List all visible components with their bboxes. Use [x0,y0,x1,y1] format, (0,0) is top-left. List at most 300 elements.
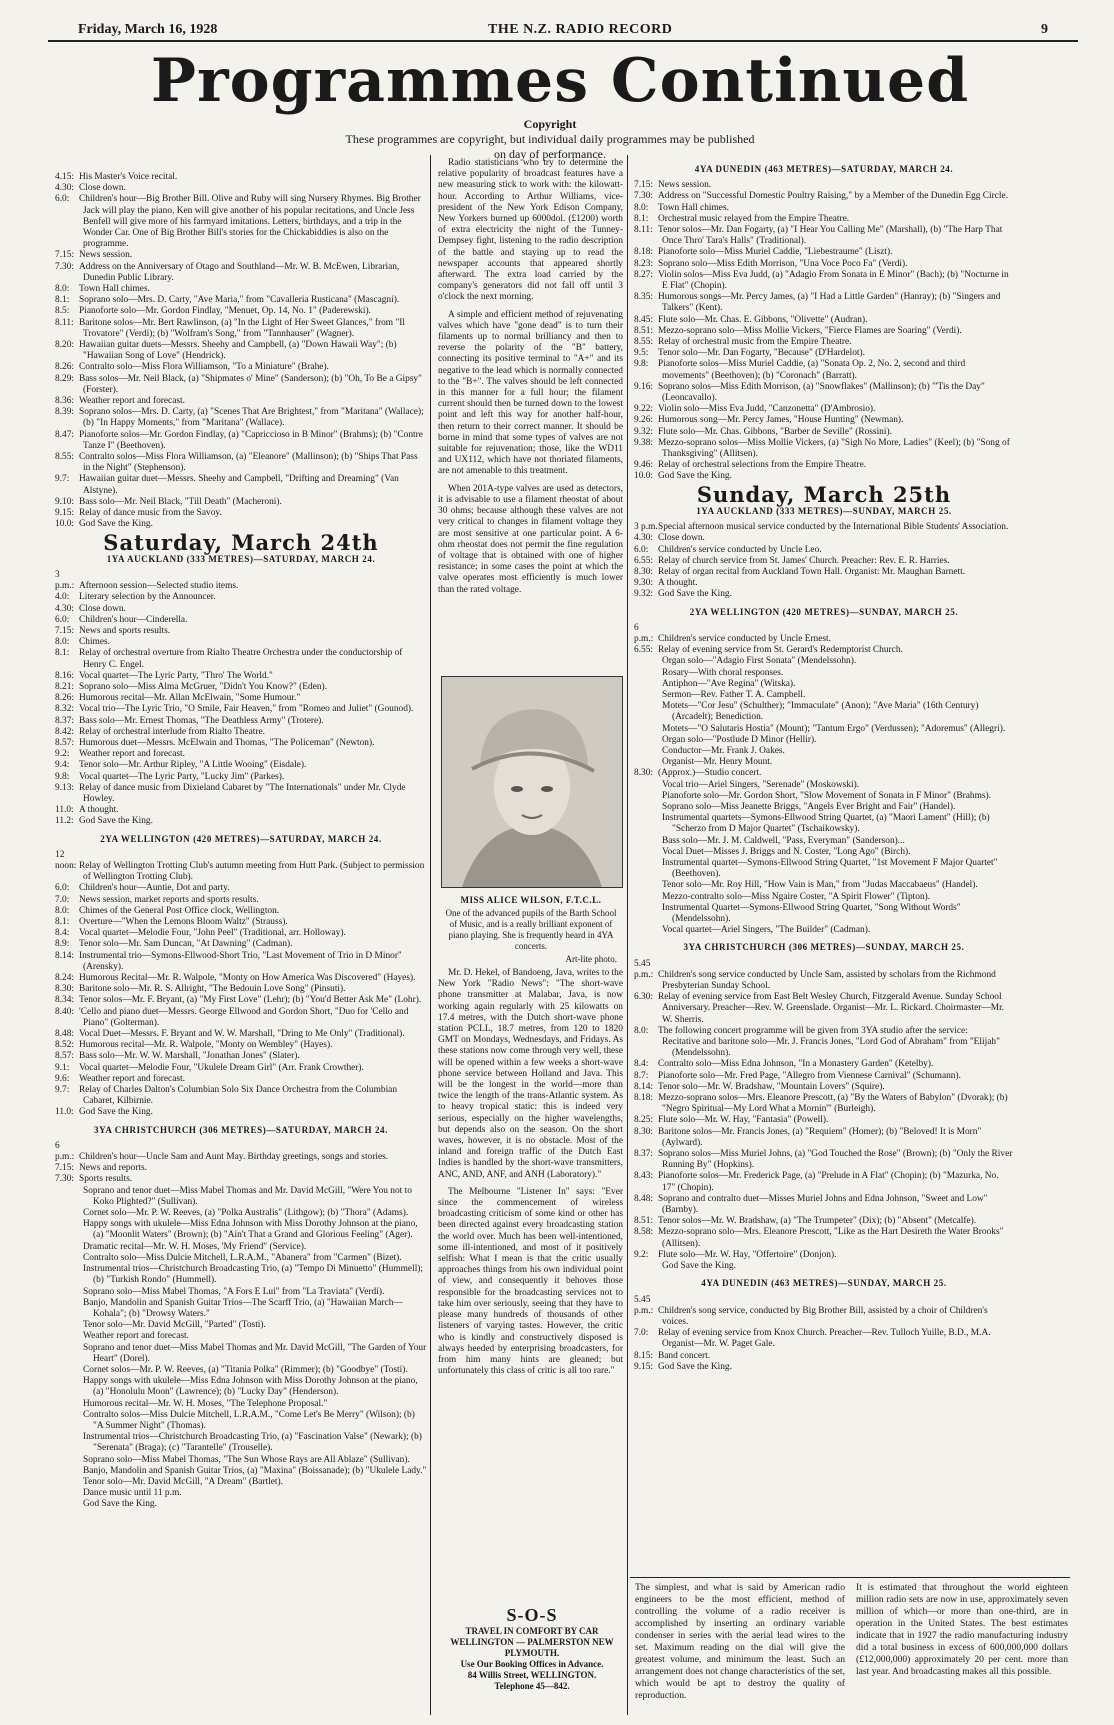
programme-description: Sermon—Rev. Father T. A. Campbell. [662,689,806,700]
programme-item [55,172,427,183]
programme-item [55,693,427,704]
programme-item [55,995,427,1006]
programme-time: 8.23: [634,258,654,269]
programme-description: Organ solo—"Postlude D Minor (Hellir). [662,734,817,745]
programme-time: 8.51: [634,1216,654,1227]
programme-item [55,1219,427,1241]
programme-item [634,679,1014,690]
programme-description: Soprano solos—Miss Muriel Johns, (a) "God Touched the Rose" (Brown); (b) "Only the River Running By" (Hopkins). [658,1149,1013,1171]
programme-description: Recitative and baritone solo—Mr. J. Francis Jones, "Lord God of Abraham" from "Elijah" (Mendelssohn). [662,1037,1000,1059]
programme-item [634,460,1014,471]
programme-item [55,1174,427,1185]
programme-list-3ya-sunday [634,959,1014,1273]
radio-notes-top [438,158,623,596]
programme-item [634,348,1014,359]
programme-item [634,645,1014,656]
programme-item [634,836,1014,847]
programme-item [634,903,1014,925]
programme-time: 8.0: [55,284,70,295]
programme-time: 7.0: [55,894,70,905]
programme-time: 5.45 p.m.: [634,958,654,980]
programme-time: 7.15: [55,1163,75,1174]
programme-description: News session. [658,180,712,191]
programme-description: God Save the King. [658,589,732,600]
programme-item [55,1376,427,1398]
programme-description: Tenor solos—Mr. F. Bryant, (a) "My First Love" (Lehr); (b) "You'd Better Ask Me" (Lohr). [79,995,422,1006]
programme-item [634,382,1014,404]
programme-item [634,1037,1014,1059]
programme-description: News and sports results. [79,625,171,636]
sunday-heading: Sunday, March 25th [696,481,952,507]
programme-description: Children's song service, conducted by Big Brother Bill, assisted by a choir of Children's voices. [658,1305,988,1327]
programme-description: Mezzo-contralto solo—Miss Ngaire Coster, "A Spirit Flower" (Tipton). [662,891,931,902]
programme-item [634,858,1014,880]
programme-description: A thought. [658,578,698,589]
programme-time: 7.15: [55,625,75,636]
programme-time: 7.30: [55,1174,75,1185]
programme-description: Flute solo—Mr. Chas. Gibbons, "Barber de Seville" (Rossini). [658,426,892,437]
bottom-box-rule [630,1577,1070,1578]
programme-item [55,318,427,340]
programme-item [634,359,1014,381]
programme-item [55,671,427,682]
programme-time: 8.11: [55,317,74,328]
caption-text: One of the advanced pupils of the Barth School of Music, and is a really brilliant exponent of piano playing. She is frequently heard in 4YA concerts. [445,908,617,951]
article-paragraph: When 201A-type valves are used as detectors, it is advisable to use a filament rheostat of about 30 ohms; because although these valves are not very critical to changes in filament voltage they are most sensitive at one particular point. A 6-ohm rheostat does not permit the fine regulation of voltage that is obtained with one of higher resistance; in some cases the point at which the valve operates most efficiently is much lower than the rated voltage. [438,483,623,595]
programme-item [55,1410,427,1432]
programme-item [55,1432,427,1454]
programme-time: 8.34: [55,995,75,1006]
programme-time: 8.1: [55,295,70,306]
programme-list-2ya-sunday [634,623,1014,937]
programme-description: Soprano solo—Miss Jeanette Briggs, "Angels Ever Bright and Fair" (Handel). [662,801,956,812]
programme-item [634,802,1014,813]
programme-description: Address on the Anniversary of Otago and Southland—Mr. W. B. McEwen, Librarian, Dunedin Public Library. [79,261,400,283]
programme-item [634,589,1014,600]
programme-description: News and reports. [79,1163,147,1174]
publication-name: THE N.Z. RADIO RECORD [488,22,673,37]
article-paragraph: A simple and efficient method of rejuvenating valves which have "gone dead" is to turn their filaments up to normal brilliancy and then to reverse the polarity of the "B" battery, connecting its positive terminal to "A+" and its negative to the lead which is normally connected to the "B+". The valves should be left connected in this manner for a full hour; the filament current should then be turned down to the lowest point and left this way for another half-hour, then return to their correct manner. It should be borne in mind that some types of valves are not suitable for rejuvenation; those, like the WD11 and UX112, which have not thoriated filaments, are not amenable to this treatment. [438,309,623,477]
programme-description: Children's hour—Auntie, Dot and party. [79,883,230,894]
programme-description: A thought. [79,805,119,816]
programme-description: Vocal trio—Ariel Singers, "Serenade" (Moskowski). [662,779,860,790]
programme-item [55,1264,427,1286]
programme-time: 4.30: [55,603,75,614]
sos-line-2: WELLINGTON — PALMERSTON NEW PLYMOUTH. [450,1637,614,1658]
programme-item [634,690,1014,701]
programme-description: Bass solo—Mr. W. W. Marshall, "Jonathan Jones" (Slater). [79,1051,300,1062]
programme-item [55,615,427,626]
programme-description: Vocal trio—The Lyric Trio, "O Smile, Fair Heaven," from "Romeo and Juliet" (Gounod). [79,704,414,715]
article-paragraph: Mr. D. Hekel, of Bandoeng, Java, writes to the New York "Radio News": "The short-wave phone transmitter at Malabar, Java, is now working again regularly with 25 kilowatts on 17.4 metres, with the Dutch short-wave phone station PCLL, 18.7 metres, from 120 to 1820 GMT on Mondays, Wednesdays, and Fridays. As these stations now come through very well, these will be opened within a few weeks a short-wave phone service between Holland and Java. This will be the longest in the world—more than twice the length of the trans-Atlantic system. As to heavy tropical static: this is indeed very serious, especially on the higher wavelengths, but depends also on the season. On the short waves, however, it is no obstacle. Most of the inland and foreign traffic of the Dutch East Indies is handled by the short-wave transmitters, ANC, AND, ANF, and ANH (Laboratory)." [438,968,623,1180]
radio-notes-bottom-list [438,968,623,1377]
programme-description: Vocal Duet—Messrs. F. Bryant and W. W. Marshall, "Dring to Me Only" (Traditional). [79,1029,405,1040]
programme-time: 8.30: [634,768,654,779]
programme-description: Chimes. [79,637,110,648]
programme-description: Contralto solo—Miss Edna Johnson, "In a Monastery Garden" (Ketelby). [658,1059,934,1070]
programme-description: Baritone solos—Mr. Francis Jones, (a) "Requiem" (Homer); (b) "Beloved! It is Morn" (Aylward). [658,1126,982,1148]
article-paragraph: Radio statisticians who try to determine the relative popularity of broadcast features have a new measuring stick to work with: the kilowatt-hour. According to Arthur Williams, vice-president of the New York Edison Company, New Yorkers burned up 6000dol. (£1200) worth of extra electricity the night of the Tunney-Dempsey fight, listening to the radio description of the battle and staying up to read the newspaper accounts that appeared shortly afterward. The extra load carried by the company's generators did not fall off until 3 o'clock the next morning. [438,158,623,303]
programme-description: 'Cello and piano duet—Messrs. George Ellwood and Gordon Short, "Duo for 'Cello and Piano" (Golterman). [79,1006,409,1028]
dunedin-saturday-continued-list [55,172,427,531]
programme-description: God Save the King. [79,1107,153,1118]
programme-time: 8.18: [634,247,654,258]
programme-time: 11.0: [55,805,74,816]
programme-description: Conductor—Mr. Frank J. Oakes. [662,745,785,756]
programme-description: News session. [79,250,133,261]
programme-list-2ya-saturday [55,850,427,1119]
programme-time: 8.14: [55,950,75,961]
programme-description: Orchestral music relayed from the Empire Theatre. [658,213,850,224]
programme-time: 8.43: [634,1171,654,1182]
programme-time: 9.32: [634,426,654,437]
programme-description: Humorous recital—Mr. W. H. Moses, "The Telephone Proposal." [83,1398,328,1409]
programme-list-3ya-saturday [55,1141,427,1511]
programme-time: 8.11: [634,225,653,236]
programme-item [55,306,427,317]
programme-item [634,892,1014,903]
programme-time: 9.10: [55,496,75,507]
programme-time: 8.37: [634,1149,654,1160]
programme-item [634,1149,1014,1171]
programme-description: Humorous recital—Mr. R. Walpole, "Monty on Wembley" (Hayes). [79,1040,333,1051]
column-right [634,158,1014,1373]
programme-item [55,727,427,738]
programme-description: Banjo, Mandolin and Spanish Guitar Trios—The Scarff Trio, (a) "Hawaiian March—Kohala"; (b) "Drowsy Waters." [83,1297,403,1319]
programme-description: God Save the King. [79,816,153,827]
programme-item [55,1242,427,1253]
programme-description: Chimes of the General Post Office clock, Wellington. [79,905,280,916]
programme-time: 9.15: [634,1361,654,1372]
programme-item [634,578,1014,589]
programme-time: 7.30: [55,261,75,272]
programme-description: Humorous recital—Mr. Allan McElwain, "Some Humour." [79,693,301,704]
programme-description: Relay of evening service from East Belt Wesley Church, Fitzgerald Avenue. Sunday School Anniversary. Preacher—Rev. W. Greenslade. Organist—Mr. L. Rickard. Choirmaster—Mr. W. Sherris. [658,992,1005,1025]
programme-description: Tenor solo—Mr. W. Bradshaw, "Mountain Lovers" (Squire). [658,1081,885,1092]
programme-time: 12 noon: [55,849,77,871]
programme-list-4ya-sunday [634,1295,1014,1373]
programme-description: Soprano and tenor duet—Miss Mabel Thomas and Mr. David McGill, "Were You not to Koko Plighted?" (Sullivan). [83,1185,412,1207]
sos-line-4: 84 Willis Street, WELLINGTON. [467,1670,597,1680]
programme-description: Children's hour—Uncle Sam and Aunt May. Birthday greetings, songs and stories. [79,1152,389,1163]
programme-description: Relay of Wellington Trotting Club's autumn meeting from Hutt Park. (Subject to permission of Wellington Trotting Club). [79,860,425,883]
programme-item [55,772,427,783]
programme-item [634,438,1014,460]
programme-item [634,1171,1014,1193]
programme-time: 11.0: [55,1107,74,1118]
programme-description: Soprano solos—Mrs. D. Carty, (a) "Scenes That Are Brightest," from "Maritana" (Wallace); (b) "In Happy Moments," from "Maritana" (Wallace). [79,407,424,429]
programme-description: Pianoforte solos—Mr. Gordon Findlay, (a) "Capriccioso in B Minor" (Brahms); (b) "Contre Tanze I" (Beethoven). [79,429,423,451]
programme-time: 8.30: [634,1126,654,1137]
programme-item [634,180,1014,191]
programme-description: Pianoforte solo—Miss Muriel Caddie, "Liebestraume" (Liszt). [658,247,893,258]
programme-item [634,1127,1014,1149]
programme-item [634,214,1014,225]
programme-time: 8.16: [55,670,75,681]
programme-list-1ya-saturday [55,570,427,828]
programme-description: The following concert programme will be given from 3YA studio after the service: [658,1025,968,1036]
programme-item [634,427,1014,438]
programme-time: 9.16: [634,381,654,392]
programme-item [634,259,1014,270]
programme-item [55,1107,427,1118]
radio-notes-bottom [438,968,623,1383]
programme-time: 8.47: [55,429,75,440]
programme-time: 9.15: [55,508,75,519]
programme-item [634,533,1014,544]
programme-time: 9.13: [55,782,75,793]
programme-description: Flute solo—Mr. W. Hay, "Offertoire" (Donjon). [658,1249,837,1260]
programme-item [55,738,427,749]
programme-item [55,508,427,519]
programme-time: 9.6: [55,1073,70,1084]
programme-item [55,1320,427,1331]
programme-description: Tenor solo—Mr. David McGill, "A Dream" (Bartlet). [83,1476,283,1487]
station-heading-2ya-sunday: 2YA WELLINGTON (420 METRES)—SUNDAY, MARCH 25. [689,606,959,617]
programme-item [55,984,427,995]
programme-description: Relay of orchestral music from the Empire Theatre. [658,337,852,348]
programme-item [634,337,1014,348]
programme-description: Weather report and forecast. [83,1331,189,1342]
station-heading-4ya-saturday: 4YA DUNEDIN (463 METRES)—SATURDAY, MARCH 24. [694,164,954,174]
radio-statistics-note: It is estimated that throughout the world eighteen million radio sets are now in use, approximately seven million of which—or more than one-third, are in operation in the United States. The best estimates indicate that in 1927 the radio manufacturing industry did a total business in excess of 600,000,000 dollars (£12,000,000) approximately 20 per cent. more than last year. And broadcasting makes all this possible. [856,1582,1068,1677]
programme-item [55,570,427,592]
programme-item [55,1477,427,1488]
programme-list-4ya-saturday [634,180,1014,482]
programme-item [55,1399,427,1410]
programme-description: Close down. [79,603,126,614]
programme-description: Bass solo—Mr. Ernest Thomas, "The Deathless Army" (Trotere). [79,715,324,726]
programme-description: Instrumental Quartet—Symons-Ellwood String Quartet, "Song Without Words" (Mendelssohn). [662,902,961,924]
programme-description: Children's service conducted by Uncle Ernest. [658,633,831,644]
programme-time: 4.30: [55,183,75,194]
programme-time: 8.9: [55,939,70,950]
programme-description: Special afternoon musical service conducted by the International Bible Students' Association. [658,522,1009,533]
programme-description: Children's song service conducted by Uncle Sam, assisted by scholars from the Richmond Presbyterian Sunday School. [658,969,996,992]
programme-item [634,1362,1014,1373]
column-divider-1 [430,155,431,1715]
sos-line-1: TRAVEL IN COMFORT BY CAR [465,1626,599,1636]
programme-description: Children's hour—Big Brother Bill. Olive and Ruby will sing Nursery Rhymes. Big Brother Jack will play the piano, Ken will give another of his popular recitations, and Uncle Jess Benfell will give more of his farmyard imitations. Letters, birthdays, and a trip in the Wonder Car. One of Big Brother Bill's stories for the Chickabiddies is also on the programme. [79,194,421,250]
programme-time: 8.24: [55,973,75,984]
programme-time: 8.15: [634,1350,654,1361]
programme-description: Relay of evening service from St. Gerard's Redemptorist Church. [658,645,903,656]
programme-description: Violin solos—Miss Eva Judd, (a) "Adagio From Sonata in E Minor" (Bach); (b) "Nocturne in E Flat" (Chopin). [658,269,1009,292]
programme-time: 7.15: [634,180,654,191]
programme-time: 8.30: [634,566,654,577]
programme-description: His Master's Voice recital. [79,172,178,182]
programme-description: Children's service conducted by Uncle Leo. [658,544,822,555]
programme-description: Vocal Duet—Misses J. Briggs and N. Coster, "Long Ago" (Birch). [662,846,911,857]
programme-description: Tenor solo—Mr. Sam Duncan, "At Dawning" (Cadman). [79,939,293,950]
programme-time: 8.26: [55,362,75,373]
copyright-notice [340,117,760,162]
programme-item [634,1115,1014,1126]
programme-item [55,682,427,693]
sos-line-5: Telephone 45—842. [494,1681,570,1691]
programme-description: Motets—"O Salutaris Hostia" (Mount); "Tantum Ergo" (Verdussen); "Adoremus" (Allegri). [662,723,1006,734]
programme-description: Overture—"When the Lemons Bloom Waltz" (Strauss). [79,917,288,927]
portrait-photo [441,676,623,888]
programme-time: 8.36: [55,396,75,407]
programme-item [55,760,427,771]
programme-item [634,1194,1014,1216]
programme-item [634,735,1014,746]
programme-description: Soprano and tenor duet—Miss Mabel Thomas and Mr. David McGill, "The Garden of Your Heart" (Dorel). [83,1342,427,1364]
column-divider-2 [627,155,628,1715]
programme-item [55,749,427,760]
programme-description: Vocal quartet—The Lyric Party, "Thro' The World." [79,670,273,681]
programme-time: 7.30: [634,191,654,202]
programme-description: God Save the King. [662,1261,736,1272]
programme-time: 6.0: [634,544,649,555]
programme-time: 8.37: [55,715,75,726]
programme-item [634,992,1014,1026]
programme-time: 8.48: [634,1193,654,1204]
programme-item [634,925,1014,936]
photo-caption [445,895,617,965]
programme-description: News session, market reports and sports results. [79,894,259,905]
programme-time: 6.55: [634,645,654,656]
programme-description: Soprano solo—Mrs. D. Carty, "Ave Maria," from "Cavalleria Rusticana" (Mascagni). [79,295,400,306]
programme-description: Flute solo—Mr. Chas. E. Gibbons, "Olivette" (Audran). [658,314,868,325]
programme-time: 8.30: [55,984,75,995]
programme-description: Mezzo-soprano solo—Miss Mollie Vickers, "Fierce Flames are Soaring" (Verdi). [658,325,962,336]
programme-item [55,783,427,805]
programme-item [634,746,1014,757]
programme-time: 8.4: [634,1059,649,1070]
copyright-label: Copyright [523,117,577,131]
programme-description: Baritone solos—Mr. Bert Rawlinson, (a) "In the Light of Her Sweet Glances," from "Il Trovatore" (Verdi); (b) "Wolfram's Song," from "Tannhauser" (Wagner). [79,317,405,339]
programme-item [55,1029,427,1040]
programme-description: Weather report and forecast. [79,749,185,760]
programme-description: Pianoforte solo—Mr. Gordon Findlay, "Menuet, Op. 14, No. 1" (Paderewski). [79,306,371,317]
programme-description: Relay of orchestral overture from Rialto Theatre Orchestra under the conductorship of Henry C. Engel. [79,648,403,670]
programme-item [55,1343,427,1365]
programme-description: Band concert. [658,1350,711,1361]
programme-item [634,724,1014,735]
programme-description: Literary selection by the Announcer. [79,592,216,603]
programme-time: 9.1: [55,1062,70,1073]
copyright-text: These programmes are copyright, but individual daily programmes may be published on day of performance. [345,132,755,161]
programme-item [55,430,427,452]
programme-description: God Save the King. [79,519,153,530]
programme-time: 9.38: [634,437,654,448]
programme-item [55,284,427,295]
programme-item [55,648,427,670]
programme-item [55,396,427,407]
programme-item [55,939,427,950]
programme-item [634,780,1014,791]
programme-time: 8.14: [634,1081,654,1092]
programme-time: 8.25: [634,1115,654,1126]
programme-item [55,1488,427,1499]
programme-item [55,1287,427,1298]
programme-item [634,1227,1014,1249]
programme-description: Organist—Mr. Henry Mount. [662,757,773,768]
programme-description: God Save the King. [658,1361,732,1372]
page-number: 9 [1041,22,1048,37]
programme-item [55,928,427,939]
programme-item [55,183,427,194]
programme-description: Hawaiian guitar duets—Messrs. Sheehy and Campbell, (a) "Down Hawaii Way"; (b) "Hawaiian Song of Love" (Hendrick). [79,340,397,362]
programme-time: 9.5: [634,348,649,359]
programme-item [55,592,427,603]
programme-time: 8.7: [634,1070,649,1081]
programme-time: 8.51: [634,325,654,336]
programme-description: Hawaiian guitar duet—Messrs. Sheehy and Campbell, "Drifting and Dreaming" (Van Alstyne). [79,474,399,496]
station-heading-1ya-sunday: 1YA AUCKLAND (333 METRES)—SUNDAY, MARCH 25. [696,505,952,516]
programme-time: 8.26: [55,693,75,704]
programme-description: Close down. [79,183,126,194]
programme-description: Tenor solo—Mr. David McGill, "Parted" (Tosti). [83,1320,266,1331]
programme-item [634,1328,1014,1350]
programme-item [634,757,1014,768]
column-middle [438,158,623,602]
programme-item [634,668,1014,679]
programme-description: Soprano and contralto duet—Misses Muriel Johns and Edna Johnson, "Sweet and Low" (Barnby). [658,1193,988,1216]
programme-time: 4.15: [55,172,75,182]
programme-description: Relay of evening service from Knox Church. Preacher—Rev. Tulloch Yuille, B.D., M.A. Organist—Mr. W. Paget Gale. [658,1328,991,1350]
programme-item [634,656,1014,667]
programme-item [634,623,1014,645]
programme-time: 9.8: [634,359,649,370]
programme-description: Children's hour—Cinderella. [79,614,188,625]
programme-item [634,315,1014,326]
programme-description: Instrumental quartets—Symons-Ellwood String Quartet, (a) "Maori Lament" (Hill); (b) "Scherzo from D Major Quartet" (Tschaikowsky). [662,813,990,835]
programme-description: Relay of orchestral selections from the Empire Theatre. [658,460,867,471]
programme-item [634,1026,1014,1037]
programme-description: Vocal quartet—The Lyric Party, "Lucky Jim" (Parkes). [79,771,285,782]
programme-item [634,791,1014,802]
programme-item [55,973,427,984]
programme-time: 8.52: [55,1040,75,1051]
programme-time: 8.0: [55,905,70,916]
programme-item [55,1466,427,1477]
programme-item [634,1216,1014,1227]
programme-time: 6.55: [634,555,654,566]
portrait-illustration [442,677,622,887]
programme-time: 6.0: [55,194,70,205]
programme-time: 9.7: [55,1085,70,1096]
programme-description: Relay of church service from St. James' Church. Preacher: Rev. E. R. Harries. [658,555,950,566]
programme-description: Town Hall chimes. [79,284,150,295]
programme-description: Soprano solo—Miss Edith Morrison, "Una Voce Poco Fa" (Verdi). [658,258,908,269]
programme-time: 8.39: [55,407,75,418]
programme-time: 8.55: [634,337,654,348]
programme-description: Dance music until 11 p.m. [83,1488,182,1499]
programme-description: Relay of Charles Dalton's Columbian Solo Six Dance Orchestra from the Columbian Cabaret, Kilbirnie. [79,1085,398,1107]
programme-item [634,567,1014,578]
programme-description: Relay of dance music from Dixieland Cabaret by "The Internationals" under Mr. Clyde Howley. [79,782,406,804]
programme-item [55,250,427,261]
programme-description: Relay of orchestral interlude from Rialto Theatre. [79,726,265,737]
programme-item [634,959,1014,993]
programme-item [55,1253,427,1264]
programme-item [55,816,427,827]
programme-item [634,415,1014,426]
programme-time: 9.4: [55,760,70,771]
programme-description: Town Hall chimes. [658,202,729,213]
programme-time: 4.0: [55,592,70,603]
programme-item [55,340,427,362]
programme-item [634,1071,1014,1082]
programme-item [55,374,427,396]
programme-item [55,1085,427,1107]
programme-item [55,1455,427,1466]
programme-item [634,225,1014,247]
programme-time: 8.29: [55,373,75,384]
